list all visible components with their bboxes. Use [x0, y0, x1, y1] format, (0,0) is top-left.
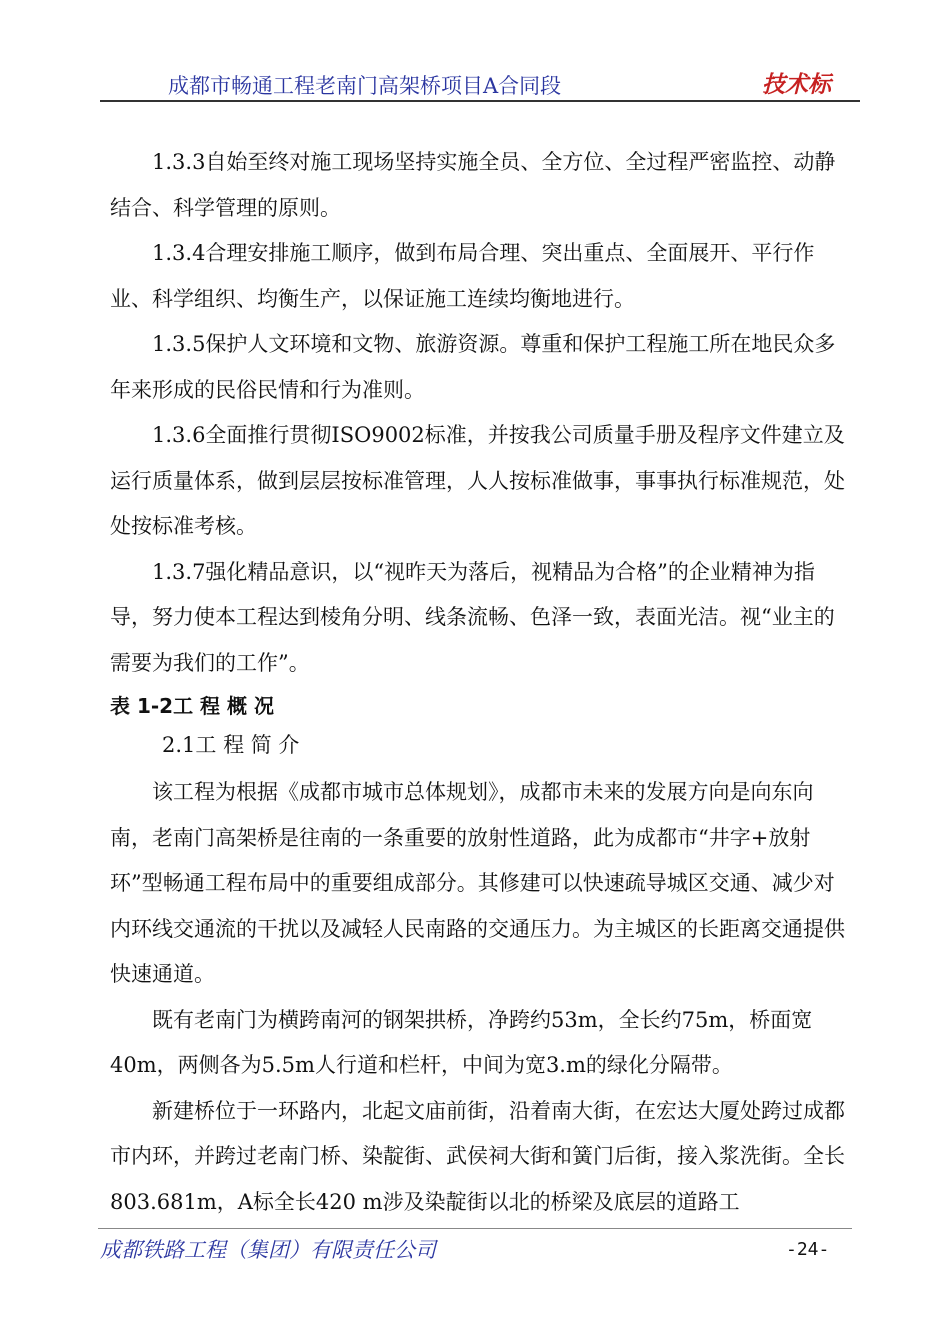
paragraph-1-3-6: 1.3.6全面推行贯彻ISO9002标准，并按我公司质量手册及程序文件建立及运行质量体系，做到层层按标准管理，人人按标准做事，事事执行标准规范，处处按标准考核。	[110, 423, 845, 538]
page-number: -24-	[786, 1239, 830, 1260]
paragraph-1-3-3: 1.3.3自始至终对施工现场坚持实施全员、全方位、全过程严密监控、动静结合、科学管理的原则。	[110, 150, 836, 220]
paragraph-1-3-4: 1.3.4合理安排施工顺序，做到布局合理、突出重点、全面展开、平行作业、科学组织、均衡生产，以保证施工连续均衡地进行。	[110, 241, 815, 311]
footer-company: 成都铁路工程（集团）有限责任公司	[100, 1238, 436, 1262]
footer-divider	[98, 1228, 852, 1229]
header-tag: 技术标	[762, 71, 831, 98]
header-title: 成都市畅通工程老南门高架桥项目A合同段	[168, 74, 562, 98]
section-heading: 2.1工 程 简 介	[162, 733, 300, 757]
paragraph-1-3-7: 1.3.7强化精品意识，以“视昨天为落后，视精品为合格”的企业精神为指导，努力使本工程达到棱角分明、线条流畅、色泽一致，表面光洁。视“业主的需要为我们的工作”。	[110, 559, 835, 675]
paragraph-1-3-5: 1.3.5保护人文环境和文物、旅游资源。尊重和保护工程施工所在地民众多年来形成的民俗民情和行为准则。	[110, 332, 836, 402]
document-body	[110, 140, 855, 1225]
intro-paragraph-3: 新建桥位于一环路内，北起文庙前街，沿着南大街，在宏达大厦处跨过成都市内环，并跨过老南门桥、染靛街、武侯祠大街和簧门后街，接入浆洗街。全长803.681m，A标全长420 m涉及染靛街以北的桥梁及底层的道路工	[110, 1098, 845, 1214]
header-divider	[100, 100, 860, 102]
intro-paragraph-2: 既有老南门为横跨南河的钢架拱桥，净跨约53m，全长约75m，桥面宽40m，两侧各为5.5m人行道和栏杆，中间为宽3.m的绿化分隔带。	[110, 1007, 813, 1077]
intro-paragraph-1: 该工程为根据《成都市城市总体规划》，成都市未来的发展方向是向东向南，老南门高架桥是往南的一条重要的放射性道路，此为成都市“井字+放射环”型畅通工程布局中的重要组成部分。其修建可以快速疏导城区交通、减少对内环线交通流的干扰以及减轻人民南路的交通压力。为主城区的长距离交通提供快速通道。	[110, 780, 845, 986]
table-heading: 表 1-2工 程 概 况	[110, 694, 274, 718]
